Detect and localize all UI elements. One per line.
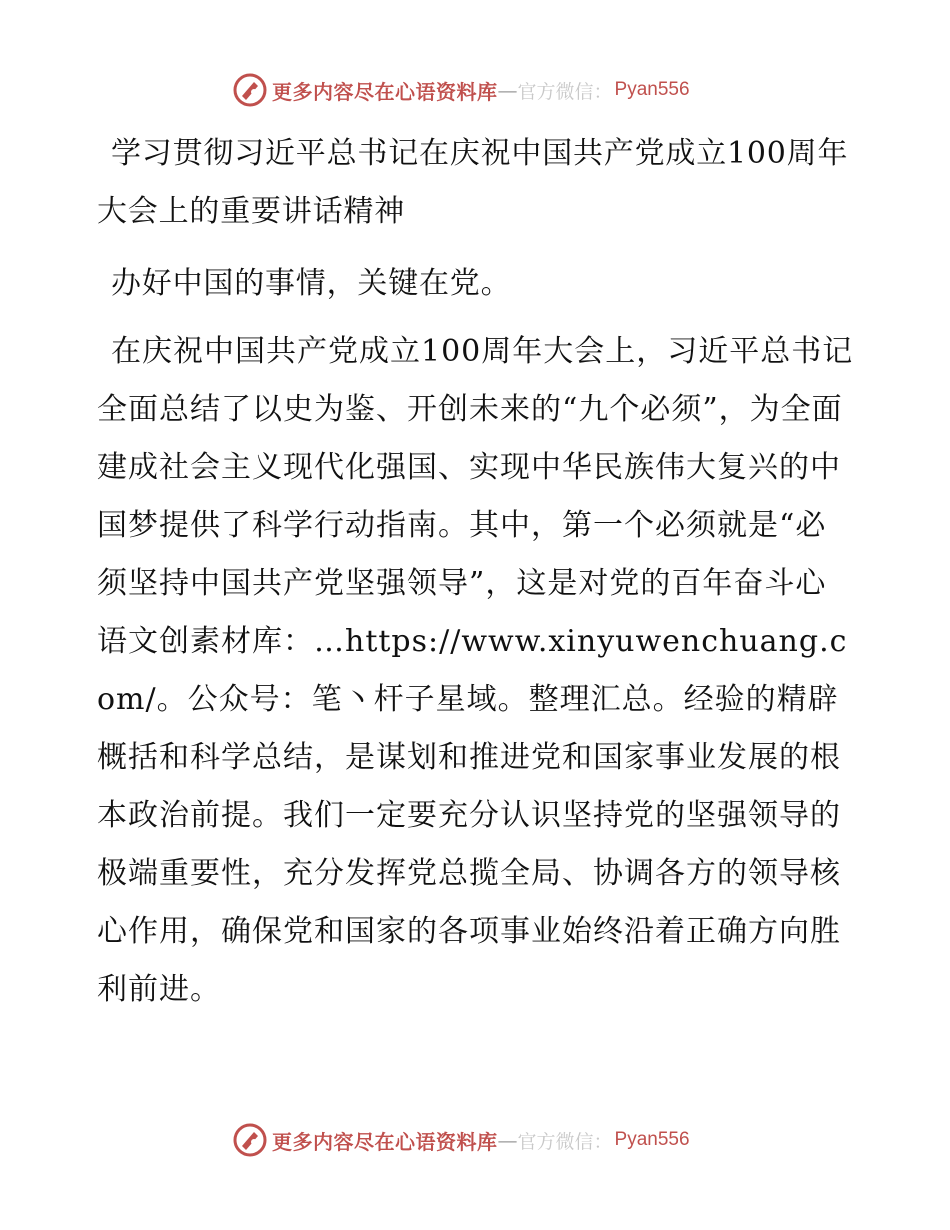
document-content	[97, 125, 857, 1019]
watermark-separator: —	[497, 1128, 518, 1152]
pen-nib-logo-icon	[232, 1122, 268, 1158]
header-watermark	[232, 70, 690, 110]
watermark-brand-text: 更多内容尽在心语资料库	[272, 1129, 498, 1154]
document-lead-paragraph: 办好中国的事情，关键在党。	[111, 266, 512, 301]
document-title: 学习贯彻习近平总书记在庆祝中国共产党成立100周年大会上的重要讲话精神	[97, 136, 849, 229]
watermark-wechat-id: Pyan556	[614, 79, 690, 100]
watermark-wechat-label: 官方微信：	[517, 80, 613, 103]
watermark-brand-text: 更多内容尽在心语资料库	[272, 79, 498, 104]
watermark-separator: —	[497, 78, 518, 102]
document-body-paragraph: 在庆祝中国共产党成立100周年大会上，习近平总书记全面总结了以史为鉴、开创未来的“九个必须”，为全面建成社会主义现代化强国、实现中华民族伟大复兴的中国梦提供了科学行动指南。其中，第一个必须就是“必须坚持中国共产党坚强领导”，这是对党的百年奋斗心语文创素材库：…https://www.xinyuwenchuang.com/。公众号：笔丶杆子星域。整理汇总。经验的精辟概括和科学总结，是谋划和推进党和国家事业发展的根本政治前提。我们一定要充分认识坚持党的坚强领导的极端重要性，充分发挥党总揽全局、协调各方的领导核心作用，确保党和国家的各项事业始终沿着正确方向胜利前进。	[97, 334, 854, 1007]
watermark-wechat-id: Pyan556	[614, 1129, 690, 1150]
footer-watermark	[232, 1120, 690, 1160]
watermark-wechat-label: 官方微信：	[517, 1130, 613, 1153]
pen-nib-logo-icon	[232, 72, 268, 108]
